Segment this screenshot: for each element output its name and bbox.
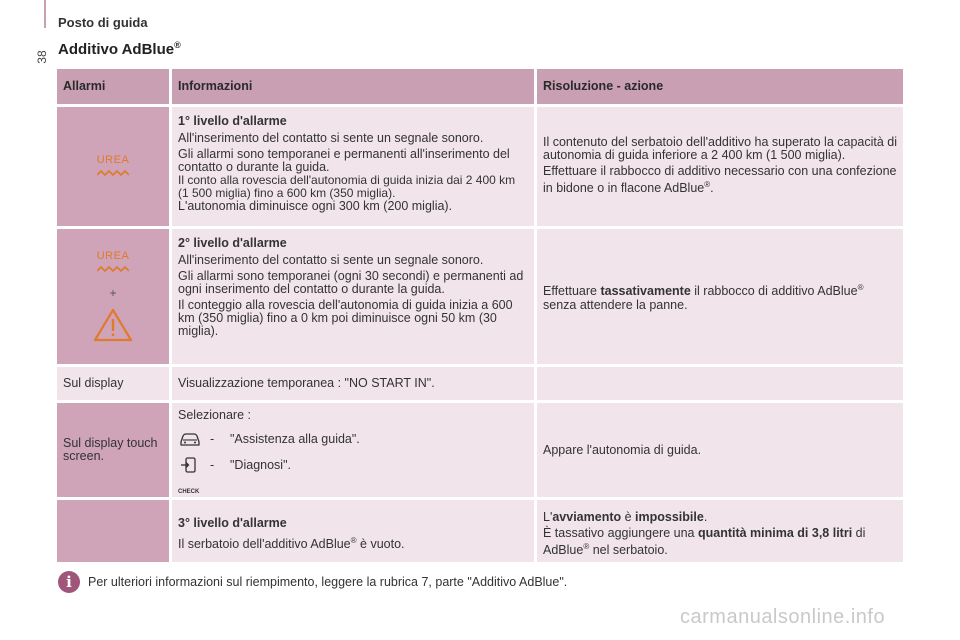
action-text-part: L' <box>543 510 553 524</box>
urea-label: UREA <box>96 153 130 166</box>
page-number: 38 <box>35 50 49 64</box>
table-row <box>57 403 903 497</box>
diagnosis-icon <box>178 456 202 474</box>
action-text-bold: impossibile <box>635 510 704 524</box>
info-text <box>178 534 528 551</box>
action-cell <box>537 107 903 226</box>
plus-sign: + <box>109 286 117 300</box>
table-row <box>57 500 903 562</box>
action-text <box>543 527 897 557</box>
car-icon <box>178 430 202 448</box>
action-cell <box>537 229 903 364</box>
action-text-part: nel serbatoio. <box>589 543 668 558</box>
action-text-part: senza attendere la panne. <box>543 297 688 312</box>
info-note <box>58 571 567 593</box>
info-text-part: è vuoto. <box>356 537 405 552</box>
check-label: CHECK <box>178 489 200 495</box>
info-text: Selezionare : <box>178 408 251 422</box>
action-text: Il contenuto del serbatoio dell'additivo ha superato la capacità di autonomia di guida inferiore a 2 400 km (1 500 miglia). <box>543 135 898 162</box>
urea-wave-icon <box>97 170 129 176</box>
alarm-cell <box>57 107 169 226</box>
alarm-cell <box>57 500 169 562</box>
action-text-part: . <box>710 181 714 196</box>
action-text-bold: quantità minima di 3,8 litri <box>697 526 853 540</box>
action-text <box>543 165 897 195</box>
menu-entry-diagnosis <box>178 456 528 474</box>
info-text: All'inserimento del contatto si sente un segnale sonoro. <box>178 131 484 145</box>
action-text-bold: avviamento <box>552 510 622 524</box>
list-dash: - <box>210 457 215 472</box>
info-text: L'autonomia diminuisce ogni 300 km (200 miglia). <box>178 199 453 213</box>
table-row <box>57 367 903 400</box>
menu-entry-driving-assistance <box>178 430 528 448</box>
urea-warning-icon <box>97 155 130 179</box>
action-text-part: Effettuare il rabbocco di additivo necessario con una confezione in bidone o in flacone AdBlue <box>543 164 897 196</box>
urea-label: UREA <box>96 250 130 262</box>
table-row <box>57 107 903 226</box>
action-cell <box>537 500 903 562</box>
column-header-information: Informazioni <box>172 69 534 104</box>
registered-mark: ® <box>583 542 590 551</box>
info-text-part: Il serbatoio dell'additivo AdBlue <box>178 537 351 552</box>
menu-entry-label: "Diagnosi". <box>230 457 291 472</box>
adblue-alarm-table <box>57 69 903 565</box>
action-text-part: è <box>621 510 636 524</box>
page-title-text: Additivo AdBlue <box>58 41 175 58</box>
alarm-cell-touch-screen: Sul display touch screen. <box>57 403 169 497</box>
action-text-part: di AdBlue <box>543 526 866 558</box>
registered-mark: ® <box>857 283 864 293</box>
info-icon: i <box>58 571 80 593</box>
registered-mark: ® <box>704 180 711 189</box>
urea-wave-icon <box>97 266 129 272</box>
alarm-level-title: 3° livello d'allarme <box>178 516 287 530</box>
info-text: Il conteggio alla rovescia dell'autonomia di guida inizia a 600 km (350 miglia) fino a 0 km poi diminuisce ogni 50 km (30 miglia). <box>178 298 513 338</box>
watermark: carmanualsonline.info <box>680 606 886 628</box>
table-row <box>57 229 903 364</box>
action-cell <box>537 367 903 400</box>
menu-entry-label: "Assistenza alla guida". <box>230 431 360 446</box>
alarm-level-title: 2° livello d'allarme <box>178 236 287 250</box>
info-cell: Visualizzazione temporanea : "NO START IN". <box>172 367 534 400</box>
info-text: All'inserimento del contatto si sente un segnale sonoro. <box>178 253 484 267</box>
info-cell <box>172 500 534 562</box>
side-rule <box>44 0 46 28</box>
urea-warning-icon <box>97 251 130 275</box>
action-text-part: . <box>703 510 708 524</box>
action-text <box>543 511 897 524</box>
alarm-cell <box>57 229 169 364</box>
action-text <box>543 281 897 311</box>
action-text-part: il rabbocco di additivo AdBlue <box>690 284 858 299</box>
page-title <box>58 40 181 58</box>
action-text-part: È tassativo aggiungere una <box>543 526 698 540</box>
registered-mark: ® <box>350 536 357 545</box>
column-header-resolution: Risoluzione - azione <box>537 69 903 104</box>
warning-triangle-icon <box>93 308 133 342</box>
info-text: Gli allarmi sono temporanei (ogni 30 secondi) e permanenti ad ogni inserimento del contatto o durante la guida. <box>178 269 524 296</box>
registered-mark: ® <box>174 40 181 50</box>
action-text-bold: tassativamente <box>600 284 691 299</box>
info-text: Gli allarmi sono temporanei e permanenti all'inserimento del contatto o durante la guida. <box>178 147 510 174</box>
action-cell: Appare l'autonomia di guida. <box>537 403 903 497</box>
info-cell <box>172 403 534 497</box>
section-label: Posto di guida <box>58 15 148 30</box>
action-text-part: Effettuare <box>543 284 601 299</box>
table-header-row <box>57 69 903 104</box>
info-text: Il conto alla rovescia dell'autonomia di guida inizia dai 2 400 km (1 500 miglia) fino a 600 km (350 miglia). <box>178 173 516 200</box>
info-note-text: Per ulteriori informazioni sul riempimento, leggere la rubrica 7, parte "Additivo AdBlue". <box>88 575 568 589</box>
alarm-level-title: 1° livello d'allarme <box>178 114 287 128</box>
info-cell <box>172 107 534 226</box>
column-header-alarms: Allarmi <box>57 69 169 104</box>
info-cell <box>172 229 534 364</box>
alarm-cell-display: Sul display <box>57 367 169 400</box>
list-dash: - <box>210 431 215 446</box>
